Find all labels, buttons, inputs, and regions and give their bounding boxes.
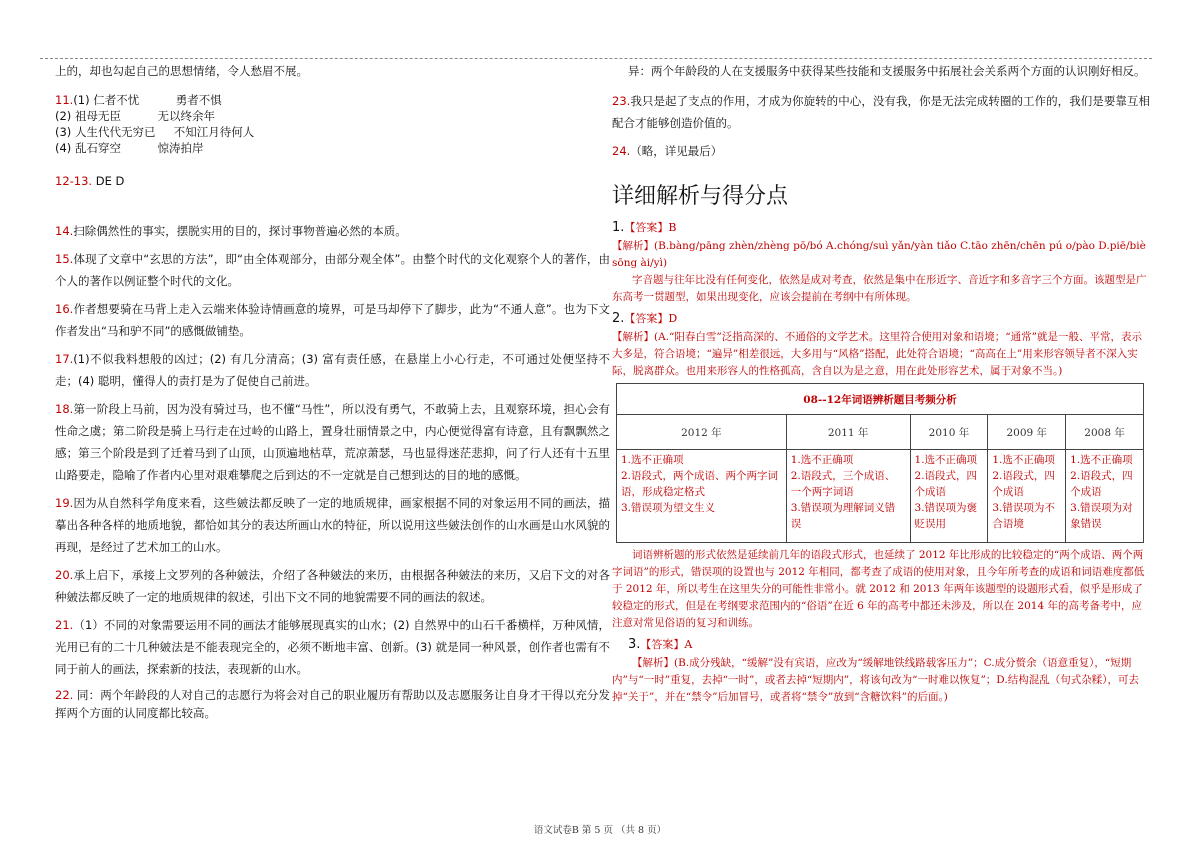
analysis-2-head bbox=[612, 309, 1150, 329]
table-cell bbox=[786, 450, 910, 543]
answer-text: （略，详见最后） bbox=[630, 144, 723, 158]
answer-24 bbox=[612, 140, 1150, 162]
answer-21 bbox=[55, 614, 610, 680]
table-cell bbox=[1066, 450, 1144, 543]
intro-text: 上的，却也勾起自己的思想情绪，令人愁眉不展。 bbox=[55, 64, 308, 78]
answer-15 bbox=[55, 248, 610, 292]
q11-line-2: (2) 祖母无臣 无以终余年 bbox=[55, 109, 215, 123]
answer-label: 【答案】 bbox=[624, 312, 669, 325]
analysis-3-head bbox=[612, 635, 1150, 655]
table-title: 08--12年词语辨析题目考频分析 bbox=[617, 384, 1144, 415]
q-number: 24. bbox=[612, 144, 631, 158]
answer-text: 我只是起了支点的作用，才成为你旋转的中心，没有我，你是无法完成转圈的工作的，我们是要靠互相配合才能够创造价值的。 bbox=[612, 94, 1150, 130]
table-cell bbox=[617, 450, 787, 543]
analysis-1-explanation bbox=[612, 238, 1150, 272]
header-divider bbox=[40, 58, 1152, 59]
answer-value: B bbox=[668, 221, 677, 234]
frequency-table bbox=[616, 383, 1144, 543]
answer-text: 第一阶段上马前，因为没有骑过马，也不懂“马性”，所以没有勇气，不敢骑上去，且观察环境，担心会有性命之虞；第二阶段是骑上马行走在过岭的山路上，置身壮丽情景之中，内心便觉得富有诗意，且有飘飘然之感；第三个阶段是到了迁着马到了山顶，山顶遍地枯草，荒凉萧瑟，马也显得迷茫悲抑，问了行人还有十五里山路要走，隐喻了作者内心里对艰难攀爬之后到达的不一定就是自己想到达的目的地的感慨。 bbox=[55, 402, 610, 482]
q-number: 12-13. bbox=[55, 174, 93, 188]
answer-11 bbox=[55, 92, 610, 156]
answer-12-13 bbox=[55, 170, 610, 192]
analysis-2-comment: 词语辨析题的形式依然是延续前几年的语段式形式，也延续了 2012 年比形成的比较稳定的“两个成语、两个两字词语”的形式，错误项的设置也与 2012 年相同，都考查了成语的使用对象，且今年所考查的成语和词语难度都低于 2012 年，所以考生在这里失分的可能性非常小。就 2012 和 2013 年两年该题型的设题形式看，似乎是形成了较稳定的形式，但是在考纲要求范围内的“俗语”在近 6 年的高考中都还未涉及，所以在 2014 年的高考备考中，应注意对常见俗语的复习和训练。 bbox=[612, 549, 1145, 629]
cell-line: 3.错误项为不合语境 bbox=[992, 502, 1055, 530]
cell-line: 2.语段式，三个成语、一个两字词语 bbox=[790, 470, 896, 498]
year-header: 2009 年 bbox=[988, 415, 1066, 450]
q11-line-4: (4) 乱石穿空 惊涛拍岸 bbox=[55, 141, 204, 155]
answer-text: (1)不似我料想般的凶过；(2) 有几分清高；(3) 富有责任感，在悬崖上小心行走，不可通过处便坚持不走；(4) 聪明，懂得人的责打是为了促使自己前进。 bbox=[55, 352, 610, 388]
answer-text: 同：两个年龄段的人对自己的志愿行为将会对自己的职业履历有帮助以及志愿服务让自身才干得以充分发挥两个方面的认同度都比较高。 bbox=[55, 688, 611, 720]
analysis-1-comment: 字音题与往年比没有任何变化，依然是成对考查，依然是集中在形近字、音近字和多音字三个方面。该题型是广东高考一贯题型，如果出现变化，应该会提前在考纲中有所体现。 bbox=[612, 274, 1147, 303]
q-number: 20. bbox=[55, 568, 74, 582]
answer-18 bbox=[55, 398, 610, 486]
explanation-text: (B.成分残缺，“缓解”没有宾语，应改为“缓解地铁线路载客压力”；C.成分赘余（语意重复），“短期内”与“一时”重复，去掉“一时”，或者去掉“短期内”，将该句改为“一时难以恢复”；D.结构混乱（句式杂糅），可去掉“关于”，并在“禁令”后加冒号，或者将“禁令”放到“含糖饮料”的后面。) bbox=[612, 657, 1139, 703]
answer-text: 作者想要骑在马背上走入云端来体验诗情画意的境界，可是马却停下了脚步，此为“不通人意”。也为下文作者发出“马和驴不同”的感慨做铺垫。 bbox=[55, 302, 610, 338]
page-footer: 语文试卷B 第 5 页 （共 8 页） bbox=[533, 825, 667, 836]
right-column bbox=[612, 60, 1150, 706]
answer-text: DE D bbox=[95, 174, 125, 188]
cell-line: 1.选不正确项 bbox=[790, 454, 854, 466]
q-number: 1. bbox=[612, 220, 625, 235]
answer-text: 因为从自然科学角度来看，这些皴法都反映了一定的地质规律，画家根据不同的对象运用不同的画法，描摹出各种各样的地质地貌，都恰如其分的表达所画山水的特征，所以说用这些皴法创作的山水画是山水风貌的再现，是经过了艺术加工的山水。 bbox=[55, 496, 610, 554]
cell-line: 1.选不正确项 bbox=[992, 454, 1055, 466]
q-number: 22. bbox=[55, 688, 74, 702]
table-cell bbox=[910, 450, 988, 543]
answer-text: （1）不同的对象需要运用不同的画法才能够展现真实的山水；(2) 自然界中的山石千番横样，万种风情，光用已有的二十几种皴法是不能表现完全的，必须不断地丰富、创新。(3) 就是同一种风景，创作者也需有不同于前人的画法，探索新的技法，表现新的山水。 bbox=[55, 618, 610, 676]
explanation-text: (A.“阳春白雪”泛指高深的、不通俗的文学艺术。这里符合使用对象和语境；“通常”就是一般、平常，表示大多是，符合语境；“遍异”相差很远，大多用与“风格”搭配，此处符合语境；“高高在上”用来形容领导者不深入实际，脱离群众。也用来形容人的性格孤高，含自以为是之意，用在此处形容艺术，属于对象不当。) bbox=[612, 331, 1142, 377]
cell-line: 3.错误项为褒贬误用 bbox=[914, 502, 978, 530]
q-number: 19. bbox=[55, 496, 74, 510]
q-number: 23. bbox=[612, 94, 631, 108]
cell-line: 3.错误项为理解词义错误 bbox=[790, 502, 896, 530]
answer-20 bbox=[55, 564, 610, 608]
answer-value: A bbox=[684, 638, 693, 651]
q-number: 16. bbox=[55, 302, 74, 316]
cell-line: 2.语段式，两个成语、两个两字词语，形成稳定格式 bbox=[621, 470, 779, 498]
cell-line: 2.语段式，四个成语 bbox=[992, 470, 1055, 498]
answer-text: 扫除偶然性的事实，摆脱实用的目的，探讨事物普遍必然的本质。 bbox=[73, 224, 407, 238]
q-number: 11. bbox=[55, 93, 74, 107]
q-number: 15. bbox=[55, 252, 74, 266]
analysis-1-head bbox=[612, 218, 1150, 238]
explanation-label: 【解析】 bbox=[612, 331, 654, 343]
explanation-label: 【解析】 bbox=[612, 240, 654, 252]
q11-line-1: (1) 仁者不忧 勇者不惧 bbox=[73, 93, 222, 107]
answer-22-diff: 异：两个年龄段的人在支援服务中获得某些技能和支援服务中拓展社会关系两个方面的认识刚好相反。 bbox=[628, 64, 1146, 78]
left-column bbox=[55, 60, 610, 722]
q-number: 3. bbox=[628, 637, 641, 652]
q-number: 18. bbox=[55, 402, 74, 416]
cell-line: 2.语段式，四个成语 bbox=[1070, 470, 1133, 498]
cell-line: 1.选不正确项 bbox=[1070, 454, 1133, 466]
answer-23 bbox=[612, 90, 1150, 134]
year-header: 2010 年 bbox=[910, 415, 988, 450]
section-title: 详细解析与得分点 bbox=[612, 184, 789, 209]
cell-line: 3.错误项为望文生义 bbox=[621, 502, 716, 514]
answer-label: 【答案】 bbox=[640, 638, 685, 651]
table-row bbox=[617, 450, 1144, 543]
answer-16 bbox=[55, 298, 610, 342]
answer-22 bbox=[55, 686, 610, 722]
table-year-row bbox=[617, 415, 1144, 450]
q11-line-3: (3) 人生代代无穷已 不知江月待何人 bbox=[55, 125, 255, 139]
q-number: 17. bbox=[55, 352, 74, 366]
analysis-3-explanation bbox=[612, 655, 1150, 706]
cell-line: 2.语段式，四个成语 bbox=[914, 470, 978, 498]
answer-text: 承上启下，承接上文罗列的各种皴法，介绍了各种皴法的来历，由根据各种皴法的来历，又启下文的对各种皴法都反映了一定的地质规律的叙述，引出下文不同的地貌需要不同的画法的叙述。 bbox=[55, 568, 610, 604]
answer-label: 【答案】 bbox=[624, 221, 669, 234]
q-number: 2. bbox=[612, 311, 625, 326]
year-header: 2008 年 bbox=[1066, 415, 1144, 450]
answer-text: 体现了文章中“玄思的方法”，即“由全体观部分，由部分观全体”。由整个时代的文化观察个人的著作，由个人的著作以例证整个时代的文化。 bbox=[55, 252, 610, 288]
answer-value: D bbox=[668, 312, 678, 325]
q-number: 14. bbox=[55, 224, 74, 238]
year-header: 2011 年 bbox=[786, 415, 910, 450]
cell-line: 1.选不正确项 bbox=[914, 454, 978, 466]
cell-line: 3.错误项为对象错误 bbox=[1070, 502, 1133, 530]
table-cell bbox=[988, 450, 1066, 543]
table-title-row bbox=[617, 384, 1144, 415]
answer-14 bbox=[55, 220, 610, 242]
year-header: 2012 年 bbox=[617, 415, 787, 450]
answer-17 bbox=[55, 348, 610, 392]
q-number: 21. bbox=[55, 618, 74, 632]
explanation-label: 【解析】 bbox=[632, 657, 674, 669]
explanation-text: (B.bàng/pāng zhèn/zhèng pō/bó A.chóng/suì yǎn/yàn tiǎo C.tāo zhēn/chēn pú o/pào D.piē/biè sōng ài/yì) bbox=[612, 240, 1146, 269]
answer-19 bbox=[55, 492, 610, 558]
analysis-2-explanation bbox=[612, 329, 1150, 380]
cell-line: 1.选不正确项 bbox=[621, 454, 684, 466]
